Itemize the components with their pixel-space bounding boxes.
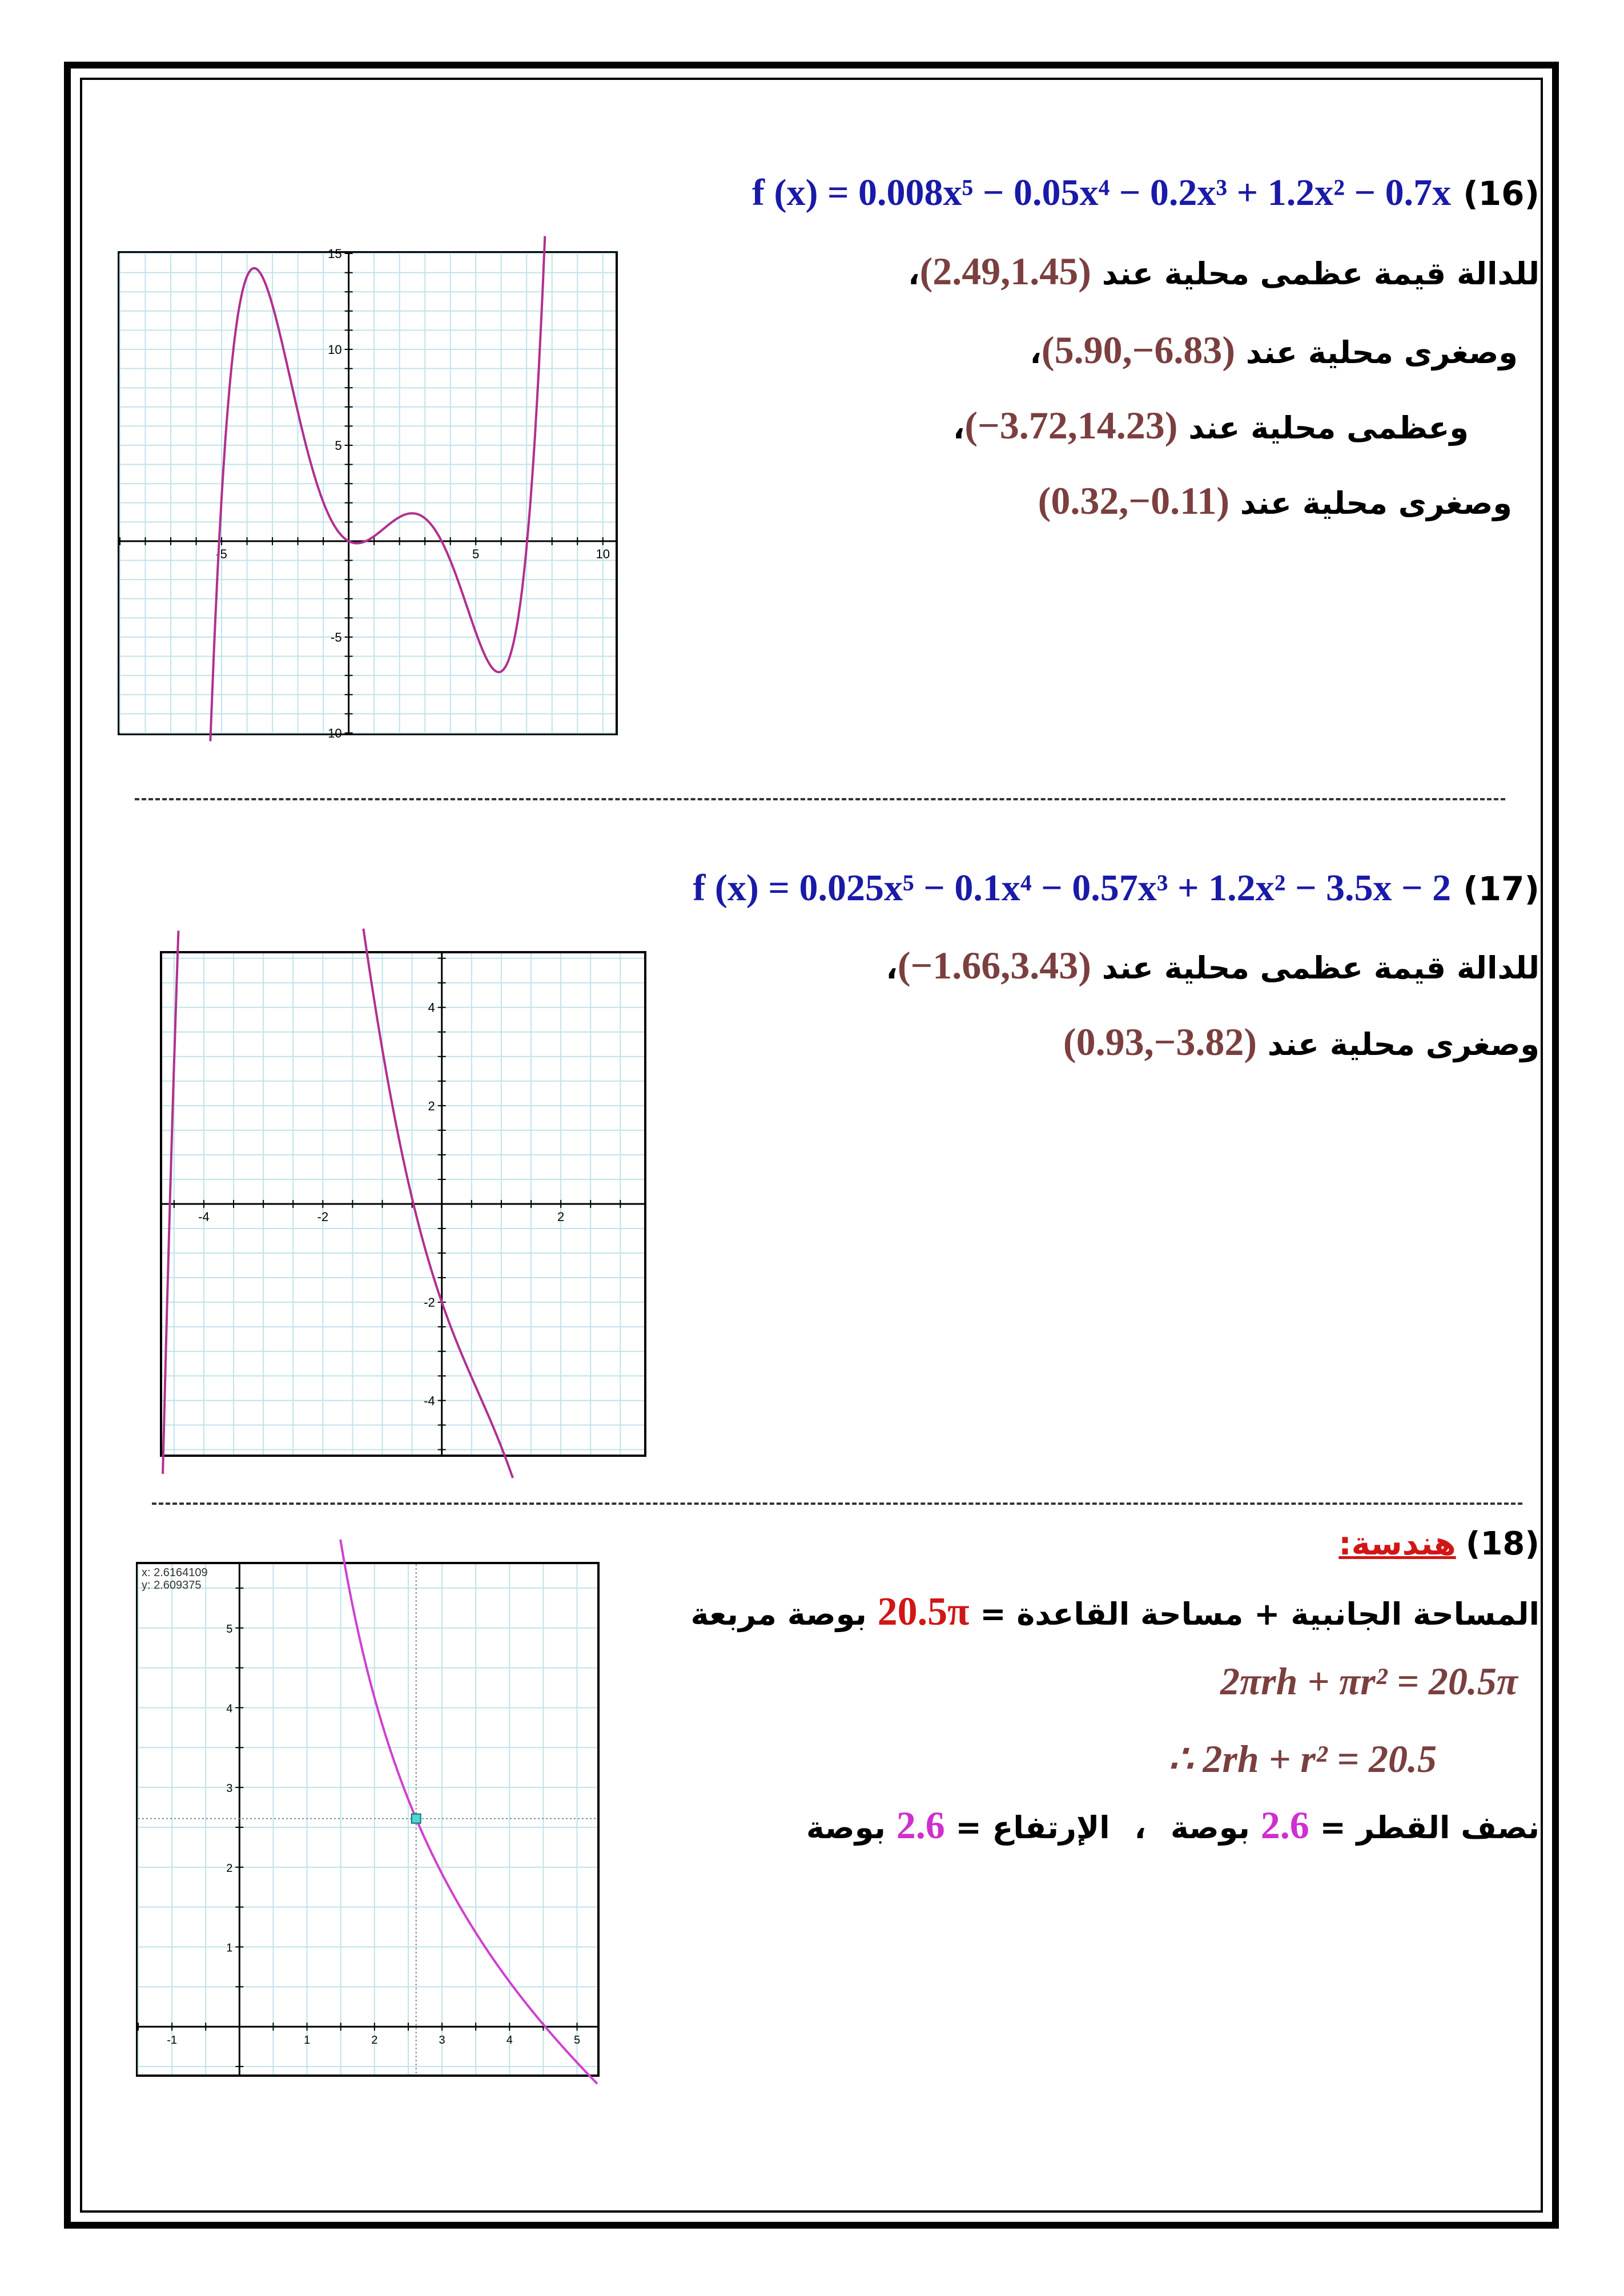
p17-line-2 (1063, 1020, 1539, 1065)
section-divider (135, 798, 1505, 800)
graph-18-plot (138, 1564, 597, 2075)
x-tick-label: 4 (506, 2034, 513, 2047)
section-divider (152, 1503, 1522, 1505)
equation: f (x) = 0.008x⁵ − 0.05x⁴ − 0.2x³ + 1.2x² − 0.7x (752, 172, 1452, 214)
graph-18 (136, 1562, 600, 2077)
p16-line-3 (953, 403, 1469, 448)
y-tick-label: 5 (335, 438, 342, 453)
area-unit: بوصة مربعة (690, 1596, 867, 1632)
trace-point (412, 1814, 421, 1823)
point-value: (−1.66,3.43) (897, 944, 1091, 987)
p18-line-1 (690, 1589, 1539, 1635)
y-tick-label: 10 (328, 343, 342, 357)
radius-label: نصف القطر = (1320, 1810, 1539, 1846)
p16-line-4 (1038, 478, 1512, 523)
height-label: الإرتفاع = (955, 1810, 1110, 1846)
y-tick-label: -4 (424, 1393, 435, 1408)
p18-equation-2 (1168, 1737, 1437, 1782)
readout-y: y: 2.609375 (142, 1579, 202, 1592)
p16-line-1 (908, 249, 1539, 294)
height-value: 2.6 (896, 1803, 945, 1847)
coordinate-readout (142, 1566, 208, 1592)
p17-line-1 (886, 943, 1539, 988)
p18-equation-1 (1220, 1659, 1518, 1704)
equation: f (x) = 0.025x⁵ − 0.1x⁴ − 0.57x³ + 1.2x² − 3.5x − 2 (693, 867, 1452, 909)
graph-16 (118, 247, 618, 740)
y-tick-label: -5 (331, 630, 342, 645)
y-tick-label: -10 (323, 726, 342, 740)
y-tick-label: 4 (226, 1702, 233, 1715)
x-tick-label: -2 (317, 1210, 329, 1224)
y-tick-label: 1 (226, 1941, 233, 1955)
y-tick-label: 2 (428, 1098, 435, 1113)
point-value: (2.49,1.45) (919, 249, 1091, 293)
p18-answer-line (806, 1803, 1539, 1848)
separator: ، (1030, 335, 1042, 370)
x-tick-label: 2 (371, 2034, 378, 2047)
x-tick-label: -5 (216, 547, 227, 561)
function-curve (340, 1540, 597, 2084)
x-tick-label: 5 (472, 547, 480, 561)
separator: ، (952, 410, 965, 446)
statement-text: وصغرى محلية عند (1267, 1026, 1539, 1062)
section-title: هندسة: (1338, 1525, 1456, 1562)
x-tick-label: 2 (557, 1210, 565, 1224)
y-tick-label: 4 (428, 1000, 435, 1015)
x-tick-label: 1 (304, 2034, 311, 2047)
p16-line-2 (1030, 328, 1518, 373)
separator: ، (1134, 1810, 1146, 1846)
function-curve (210, 236, 545, 742)
readout-x: x: 2.6164109 (142, 1566, 208, 1579)
point-value: (0.93,−3.82) (1063, 1020, 1257, 1064)
statement-text: للدالة قيمة عظمى محلية عند (1102, 950, 1539, 986)
point-value: (0.32,−0.11) (1038, 479, 1229, 522)
radius-unit: بوصة (1170, 1810, 1250, 1846)
problem-number: (16) (1463, 174, 1539, 213)
graph-17 (160, 951, 646, 1457)
statement-text: للدالة قيمة عظمى محلية عند (1102, 256, 1539, 292)
graph-17-plot (162, 953, 644, 1455)
statement-text: وصغرى محلية عند (1245, 335, 1518, 370)
statement-text: وصغرى محلية عند (1240, 485, 1512, 521)
equation: 2πrh + πr² = 20.5π (1220, 1659, 1518, 1703)
problem-17-header (693, 867, 1539, 910)
x-tick-label: 3 (439, 2034, 445, 2047)
statement-text: وعظمى محلية عند (1188, 410, 1469, 446)
x-tick-label: -4 (198, 1210, 210, 1224)
equation: ∴ 2rh + r² = 20.5 (1168, 1737, 1437, 1781)
y-tick-label: 5 (226, 1622, 233, 1636)
point-value: (−3.72,14.23) (964, 404, 1178, 447)
area-statement: المساحة الجانبية + مساحة القاعدة = (980, 1596, 1539, 1632)
graph-16-plot (120, 247, 616, 740)
height-unit: بوصة (806, 1810, 886, 1846)
y-tick-label: 3 (226, 1782, 233, 1795)
separator: ، (908, 256, 920, 292)
problem-number: (17) (1463, 869, 1539, 908)
x-tick-label: -1 (167, 2034, 178, 2047)
problem-number: (18) (1465, 1525, 1539, 1562)
y-tick-label: -2 (424, 1295, 435, 1310)
x-tick-label: 5 (573, 2034, 581, 2047)
point-value: (5.90,−6.83) (1041, 328, 1235, 372)
y-tick-label: 15 (328, 247, 342, 261)
area-value: 20.5π (877, 1590, 970, 1634)
grid (138, 1564, 597, 2075)
x-tick-label: 10 (596, 547, 610, 561)
y-tick-label: 2 (226, 1862, 233, 1875)
separator: ، (886, 950, 898, 986)
problem-16-header (752, 171, 1539, 215)
radius-value: 2.6 (1260, 1803, 1309, 1847)
problem-18-header (1338, 1525, 1539, 1562)
